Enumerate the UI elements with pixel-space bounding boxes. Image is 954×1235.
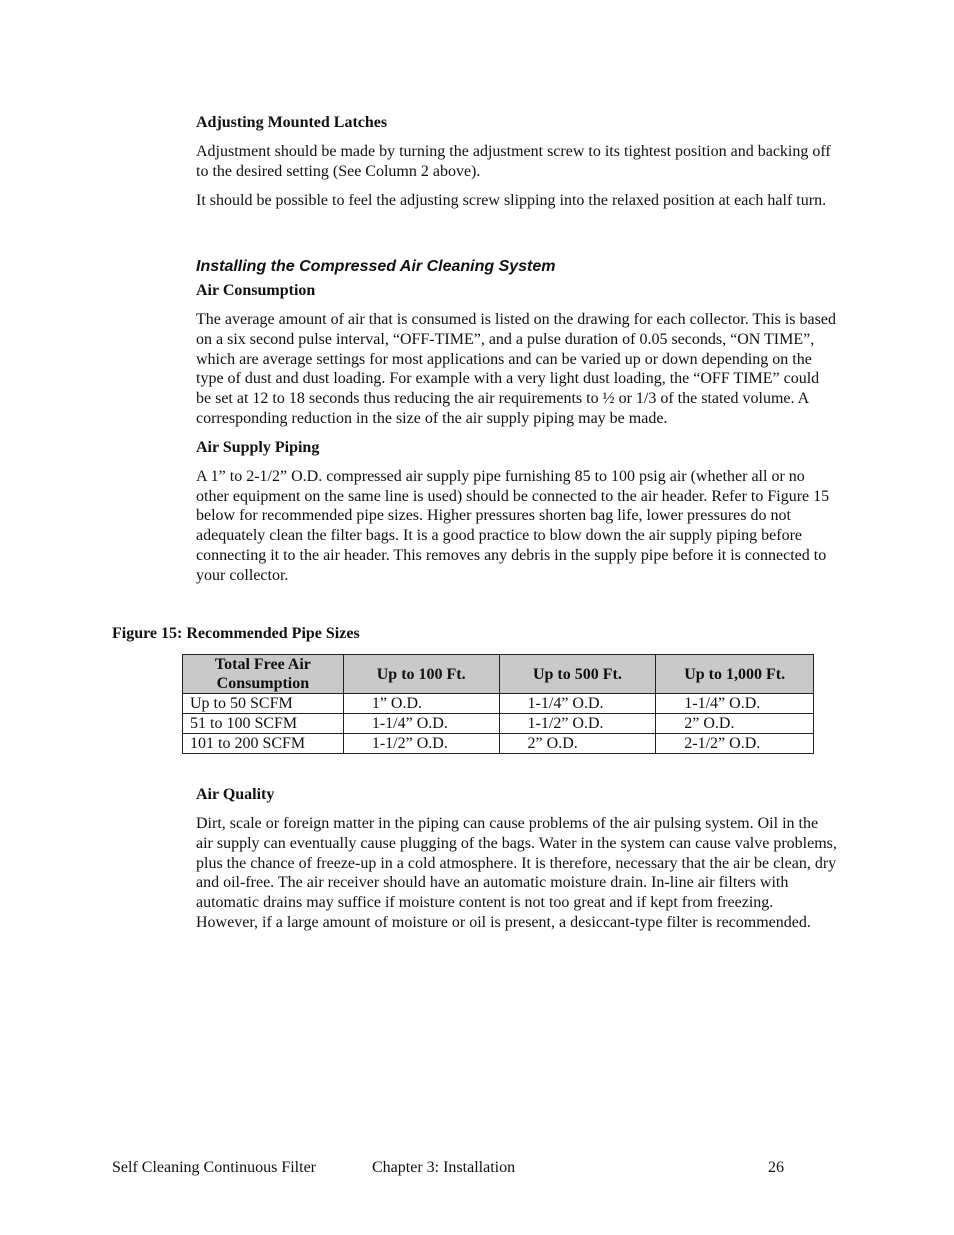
heading-adjusting-latches: Adjusting Mounted Latches xyxy=(196,114,388,131)
paragraph-air-consumption: The average amount of air that is consumed is listed on the drawing for each collector. This is based on a six second pulse interval, “OFF-TIME”, and a pulse duration of 0.05 seconds, “ON TIME”, which are average settings for most applications and can be varied up or down depending on the type of dust and dust loading. For example with a very light dust loading, the “OFF TIME” could be set at 12 to 18 seconds thus reducing the air requirements to ½ or 1/3 of the stated volume. A corresponding reduction in the size of the air supply piping may be made. xyxy=(196,311,836,427)
table-cell: 1-1/4” O.D. xyxy=(656,694,814,714)
heading-air-supply-piping: Air Supply Piping xyxy=(196,438,320,456)
footer-document-title: Self Cleaning Continuous Filter xyxy=(112,1159,316,1176)
section-air-quality xyxy=(196,785,838,933)
paragraph-latches-2: It should be possible to feel the adjusting screw slipping into the relaxed position at each half turn. xyxy=(196,191,827,209)
table-cell: 51 to 100 SCFM xyxy=(183,714,344,734)
paragraph-air-supply-piping: A 1” to 2-1/2” O.D. compressed air supply pipe furnishing 85 to 100 psig air (whether all or no other equipment on the same line is used) should be connected to the air header. Refer to Figure 15 below for recommended pipe sizes. Higher pressures shorten bag life, lower pressures do not adequately clean the filter bags. It is a good practice to blow down the air supply piping before connecting it to the air header. This removes any debris in the supply pipe before it is connected to your collector. xyxy=(196,467,830,584)
table-cell: 1” O.D. xyxy=(343,694,499,714)
table-cell: 1-1/4” O.D. xyxy=(343,714,499,734)
section-install-air-system xyxy=(196,257,838,586)
table-cell: 2” O.D. xyxy=(656,714,814,734)
table-cell: 2” O.D. xyxy=(499,734,656,754)
table-row xyxy=(183,734,814,754)
table-row xyxy=(183,694,814,714)
header-100ft: Up to 100 Ft. xyxy=(343,655,499,694)
section-adjusting-latches xyxy=(196,113,838,210)
table-row xyxy=(183,714,814,734)
heading-air-consumption: Air Consumption xyxy=(196,282,316,299)
heading-air-quality: Air Quality xyxy=(196,786,275,803)
header-500ft: Up to 500 Ft. xyxy=(499,655,656,694)
pipe-sizes-table xyxy=(182,654,814,754)
header-1000ft: Up to 1,000 Ft. xyxy=(656,655,814,694)
footer-page-number: 26 xyxy=(768,1159,784,1176)
table-cell: 101 to 200 SCFM xyxy=(183,734,344,754)
table-cell: 2-1/2” O.D. xyxy=(656,734,814,754)
figure-caption: Figure 15: Recommended Pipe Sizes xyxy=(112,625,360,642)
paragraph-latches-1: Adjustment should be made by turning the adjustment screw to its tightest position and backing off to the desired setting (See Column 2 above). xyxy=(196,143,831,180)
paragraph-air-quality: Dirt, scale or foreign matter in the piping can cause problems of the air pulsing system. Oil in the air supply can eventually cause plugging of the bags. Water in the system can cause valve problems, plus the chance of freeze-up in a cold atmosphere. It is therefore, necessary that the air be clean, dry and oil-free. The air receiver should have an automatic moisture drain. In-line air filters with automatic drains may suffice if moisture content is not too great and if kept from freezing. However, if a large amount of moisture or oil is present, a desiccant-type filter is recommended. xyxy=(196,815,837,931)
header-consumption: Total Free Air Consumption xyxy=(183,655,344,694)
table-cell: 1-1/2” O.D. xyxy=(499,714,656,734)
heading-install-air-system: Installing the Compressed Air Cleaning System xyxy=(196,258,556,275)
table-cell: 1-1/4” O.D. xyxy=(499,694,656,714)
table-cell: Up to 50 SCFM xyxy=(183,694,344,714)
table-header-row xyxy=(183,655,814,694)
footer-chapter: Chapter 3: Installation xyxy=(372,1159,516,1176)
table-cell: 1-1/2” O.D. xyxy=(343,734,499,754)
